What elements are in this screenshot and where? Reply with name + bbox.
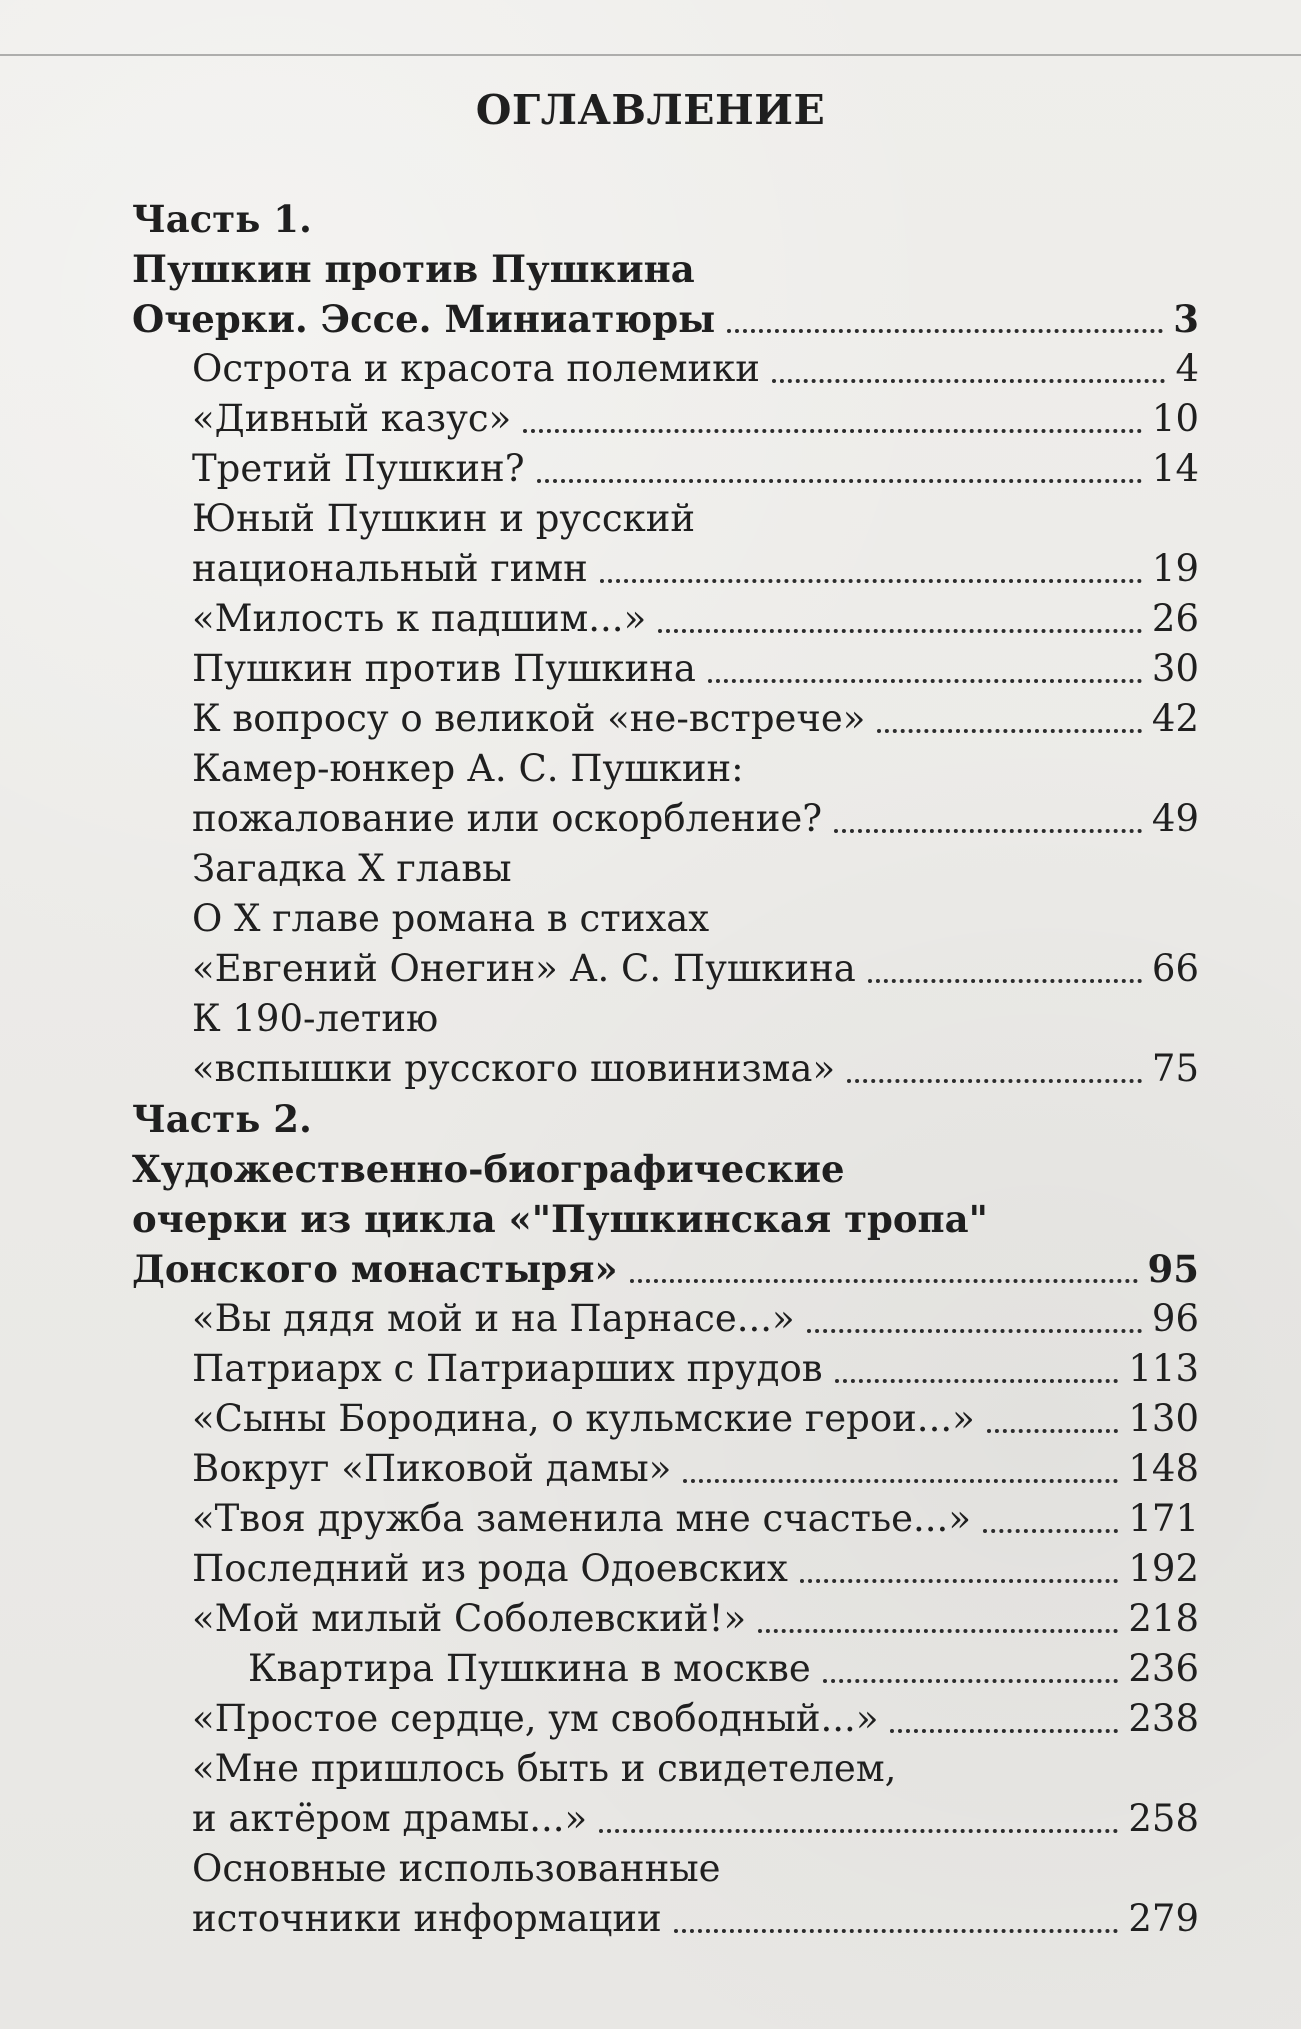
toc-entry: [132, 1494, 1199, 1544]
toc-part-heading: [132, 194, 1199, 244]
page-number: 26: [1151, 597, 1199, 640]
page-number: 238: [1128, 1697, 1199, 1740]
toc-entry-text: О X главе романа в стихах: [192, 897, 710, 940]
page-number: 171: [1128, 1497, 1199, 1540]
toc-entry: [132, 1594, 1199, 1644]
toc-section-heading: [132, 1144, 1199, 1194]
toc-entry: [132, 444, 1199, 494]
toc-entry-text: «Простое сердце, ум свободный...»: [192, 1697, 879, 1740]
leader-dots: [708, 679, 1142, 683]
toc-section-heading: [132, 1194, 1199, 1244]
toc-entry: [132, 1444, 1199, 1494]
toc-section-heading: [132, 294, 1199, 344]
leader-dots: [674, 1929, 1119, 1933]
page-number: 19: [1151, 547, 1199, 590]
toc-part-heading: [132, 1094, 1199, 1144]
leader-dots: [727, 329, 1163, 333]
page-number: 66: [1151, 947, 1199, 990]
leader-dots: [890, 1729, 1118, 1733]
page-number: 148: [1128, 1447, 1199, 1490]
leader-dots: [847, 1079, 1142, 1083]
leader-dots: [835, 1379, 1119, 1383]
contents-title: ОГЛАВЛЕНИЕ: [475, 86, 826, 134]
toc-section-heading: [132, 1244, 1199, 1294]
toc-entry-text: К вопросу о великой «не-встрече»: [192, 697, 866, 740]
page-number: 279: [1128, 1897, 1199, 1940]
toc-entry-text: Вокруг «Пиковой дамы»: [192, 1447, 672, 1490]
page-number: 4: [1175, 347, 1199, 390]
toc-entry-text: «вспышки русского шовинизма»: [192, 1047, 836, 1090]
toc-entry-text: и актёром драмы...»: [192, 1797, 588, 1840]
toc-entry: [132, 1844, 1199, 1894]
toc-entry-text: Очерки. Эссе. Миниатюры: [132, 297, 716, 341]
leader-dots: [599, 1829, 1118, 1833]
toc-entry-text: очерки из цикла «"Пушкинская тропа": [132, 1197, 988, 1241]
page-number: 192: [1128, 1547, 1199, 1590]
toc-entry: [132, 644, 1199, 694]
toc-entry: [132, 744, 1199, 794]
toc-entry: [132, 1644, 1199, 1694]
toc-entry: [132, 594, 1199, 644]
leader-dots: [523, 429, 1142, 433]
page-number: 96: [1151, 1297, 1199, 1340]
toc-entry: [132, 894, 1199, 944]
page-number: 14: [1151, 447, 1199, 490]
toc-entry: [132, 1044, 1199, 1094]
toc-entry-text: Часть 2.: [132, 1097, 312, 1141]
toc-entry: [132, 394, 1199, 444]
toc-entry: [132, 944, 1199, 994]
toc-entry-text: Последний из рода Одоевских: [192, 1547, 788, 1590]
page-number: 236: [1128, 1647, 1199, 1690]
leader-dots: [758, 1629, 1118, 1633]
toc-entry: [132, 844, 1199, 894]
toc-entry-text: источники информации: [192, 1897, 662, 1940]
toc-entry-text: Пушкин против Пушкина: [132, 247, 695, 291]
toc-entry-text: «Дивный казус»: [192, 397, 512, 440]
page-number: 130: [1128, 1397, 1199, 1440]
toc-section-heading: [132, 244, 1199, 294]
leader-dots: [800, 1579, 1119, 1583]
toc-entry-text: Загадка X главы: [192, 847, 512, 890]
toc-entry: [132, 994, 1199, 1044]
toc-entry-text: Основные использованные: [192, 1847, 721, 1890]
leader-dots: [987, 1429, 1119, 1433]
page-number: 10: [1151, 397, 1199, 440]
page-number: 218: [1128, 1597, 1199, 1640]
leader-dots: [823, 1679, 1119, 1683]
page-number: 42: [1151, 697, 1199, 740]
leader-dots: [877, 729, 1141, 733]
leader-dots: [868, 979, 1142, 983]
toc-entry: [132, 344, 1199, 394]
toc-entry: [132, 1894, 1199, 1944]
toc-entry-text: Пушкин против Пушкина: [192, 647, 696, 690]
toc-entry: [132, 1744, 1199, 1794]
toc-entry: [132, 1694, 1199, 1744]
toc-entry-text: Квартира Пушкина в москве: [248, 1647, 811, 1690]
page-number: 113: [1128, 1347, 1199, 1390]
leader-dots: [683, 1479, 1118, 1483]
leader-dots: [658, 629, 1142, 633]
toc-entry: [132, 794, 1199, 844]
toc-entry-text: Часть 1.: [132, 197, 312, 241]
page-top-rule: [0, 54, 1301, 56]
page-number: 95: [1147, 1247, 1199, 1291]
leader-dots: [600, 579, 1142, 583]
toc-entry-text: Донского монастыря»: [132, 1247, 618, 1291]
leader-dots: [772, 379, 1166, 383]
page-number: 30: [1151, 647, 1199, 690]
toc-entry-text: «Мой милый Соболевский!»: [192, 1597, 747, 1640]
toc-entry-text: «Сыны Бородина, о кульмские герои...»: [192, 1397, 975, 1440]
toc-entry: [132, 544, 1199, 594]
toc-entry-text: пожалование или оскорбление?: [192, 797, 823, 840]
toc-entry-text: «Вы дядя мой и на Парнасе...»: [192, 1297, 795, 1340]
toc-entry-text: Острота и красота полемики: [192, 347, 760, 390]
leader-dots: [834, 829, 1142, 833]
toc-entry: [132, 1544, 1199, 1594]
toc-entry-text: Юный Пушкин и русский: [192, 497, 696, 540]
toc-entry: [132, 694, 1199, 744]
leader-dots: [807, 1329, 1142, 1333]
page-number: 258: [1128, 1797, 1199, 1840]
page-number: 3: [1173, 297, 1199, 341]
toc-entry: [132, 1794, 1199, 1844]
toc-entry: [132, 1294, 1199, 1344]
leader-dots: [983, 1529, 1118, 1533]
toc-entry: [132, 1394, 1199, 1444]
toc-entry-text: «Милость к падшим...»: [192, 597, 647, 640]
leader-dots: [630, 1279, 1138, 1283]
toc-entry-text: «Мне пришлось быть и свидетелем,: [192, 1747, 897, 1790]
toc-entry-text: Патриарх с Патриарших прудов: [192, 1347, 823, 1390]
toc-entry-text: «Твоя дружба заменила мне счастье...»: [192, 1497, 971, 1540]
table-of-contents: [132, 194, 1199, 1944]
toc-entry: [132, 494, 1199, 544]
toc-entry-text: «Евгений Онегин» А. С. Пушкина: [192, 947, 856, 990]
toc-entry-text: Третий Пушкин?: [192, 447, 525, 490]
toc-entry-text: Художественно-биографические: [132, 1147, 845, 1191]
page-number: 75: [1151, 1047, 1199, 1090]
toc-entry-text: К 190-летию: [192, 997, 439, 1040]
toc-entry: [132, 1344, 1199, 1394]
page-number: 49: [1151, 797, 1199, 840]
toc-entry-text: Камер-юнкер А. С. Пушкин:: [192, 747, 744, 790]
leader-dots: [537, 479, 1142, 483]
toc-entry-text: национальный гимн: [192, 547, 588, 590]
